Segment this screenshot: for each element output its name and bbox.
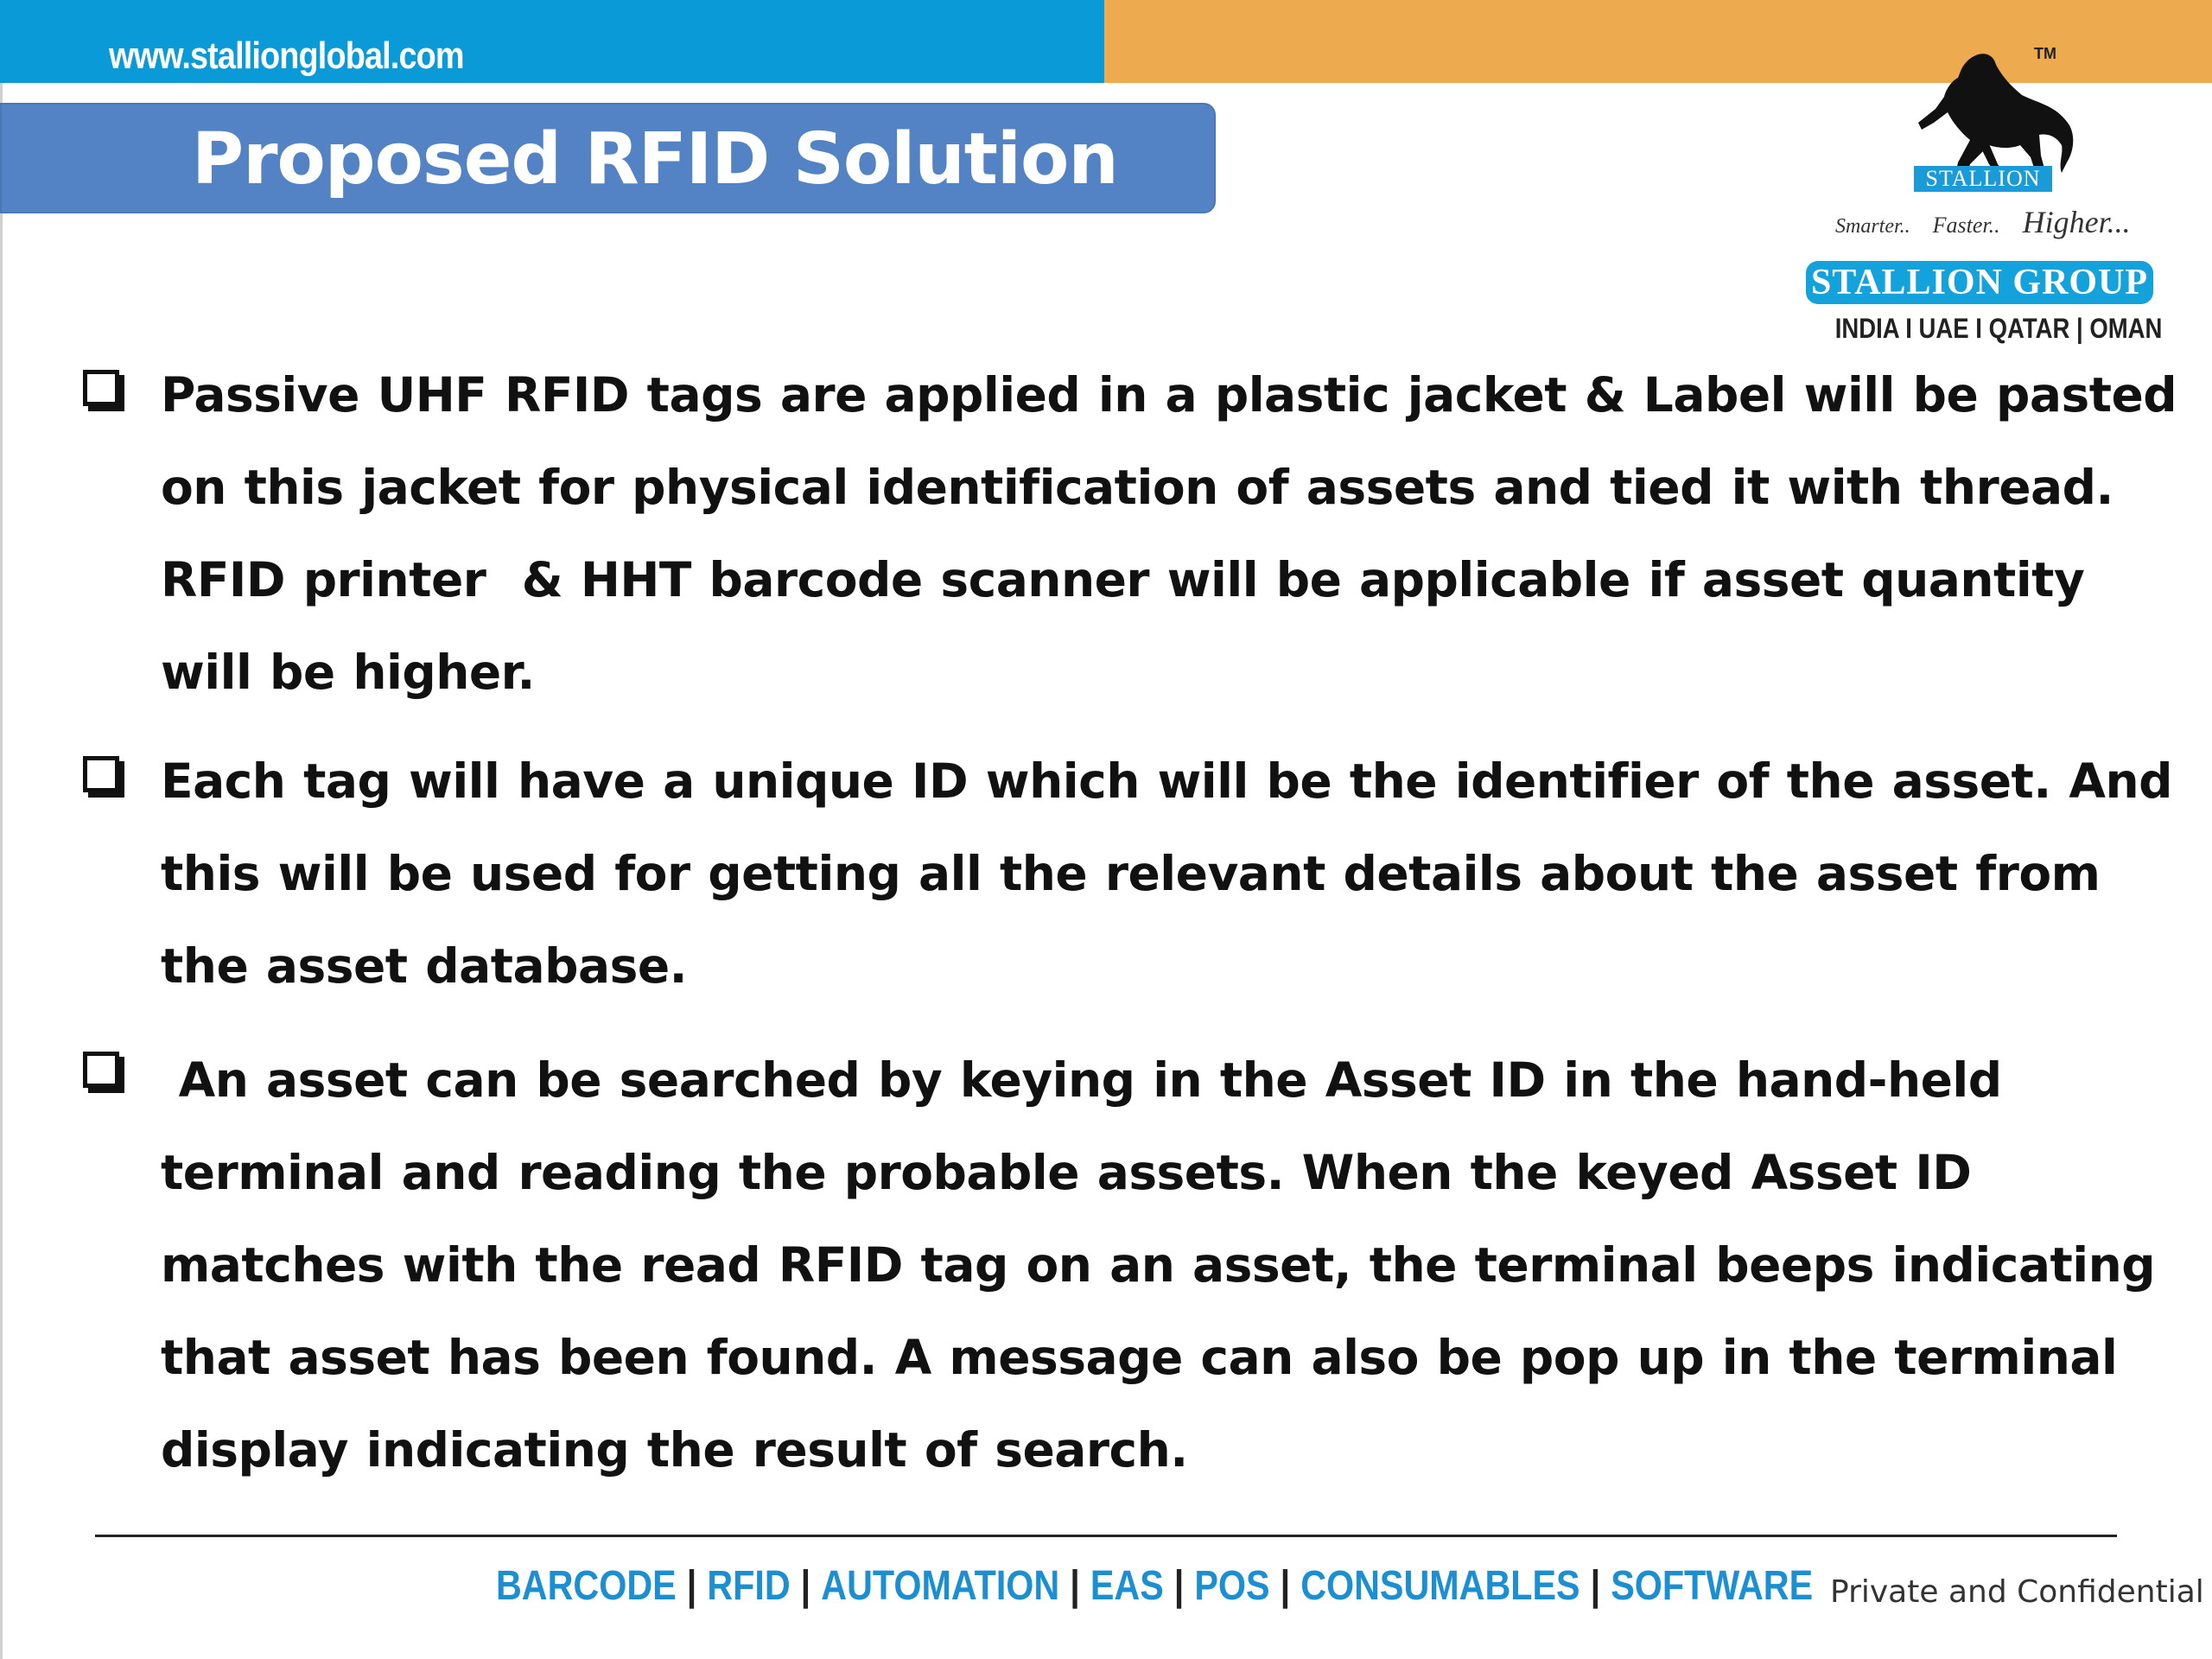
footer-link-eas[interactable]: EAS <box>1090 1563 1164 1609</box>
country-list: INDIA I UAE I QATAR | OMAN <box>1834 313 2163 344</box>
checkbox-icon <box>83 370 119 406</box>
footer-link-rfid[interactable]: RFID <box>707 1563 791 1609</box>
bullet-text <box>161 735 2172 1013</box>
brand-tagline <box>1835 204 2155 240</box>
bullet-text <box>161 1034 2156 1497</box>
tagline-higher: Higher... <box>2022 205 2131 239</box>
footer-separator: | <box>1173 1563 1185 1609</box>
bullet-line: Each tag will have a unique ID which will be the identifier of the asset. And <box>161 753 2172 809</box>
title-banner <box>0 103 1216 213</box>
bullet-line: RFID printer & HHT barcode scanner will be applicable if asset quantity <box>161 552 2085 607</box>
brand-name: STALLION <box>1914 166 2052 192</box>
footer-nav <box>496 1562 1813 1610</box>
footer-separator: | <box>1070 1563 1080 1609</box>
footer-separator: | <box>1590 1563 1601 1609</box>
checkbox-icon <box>83 756 119 792</box>
footer-separator: | <box>686 1563 697 1609</box>
page-title: Proposed RFID Solution <box>192 118 1118 200</box>
footer-link-pos[interactable]: POS <box>1194 1563 1270 1609</box>
bullet-line: An asset can be searched by keying in the Asset ID in the hand-held <box>161 1052 2002 1108</box>
confidential-notice: Private and Confidential <box>1830 1574 2204 1610</box>
bullet-line: display indicating the result of search. <box>161 1422 1188 1478</box>
tagline-faster: Faster.. <box>1932 213 2000 238</box>
checkbox-icon <box>83 1052 119 1088</box>
footer-divider <box>95 1535 2117 1537</box>
bullet-line: on this jacket for physical identification of assets and tied it with thread. <box>161 460 2113 515</box>
bullet-line: matches with the read RFID tag on an asset, the terminal beeps indicating <box>161 1237 2156 1293</box>
trademark-mark: TM <box>2034 45 2056 62</box>
footer-link-software[interactable]: SOFTWARE <box>1611 1563 1814 1609</box>
bullet-line: this will be used for getting all the relevant details about the asset from <box>161 846 2101 901</box>
bullet-line: will be higher. <box>161 645 535 700</box>
bullet-line: that asset has been found. A message can also be pop up in the terminal <box>161 1330 2118 1385</box>
bullet-text <box>161 349 2177 719</box>
slide-left-border <box>0 83 3 1659</box>
footer-link-consumables[interactable]: CONSUMABLES <box>1300 1563 1580 1609</box>
stallion-logo <box>1815 35 2177 354</box>
bullet-line: the asset database. <box>161 938 688 994</box>
footer-link-barcode[interactable]: BARCODE <box>496 1563 677 1609</box>
group-badge: STALLION GROUP <box>1806 261 2153 304</box>
footer-separator: | <box>800 1563 811 1609</box>
tagline-smarter: Smarter.. <box>1835 215 1910 238</box>
footer-link-automation[interactable]: AUTOMATION <box>821 1563 1060 1609</box>
bullet-line: terminal and reading the probable assets. When the keyed Asset ID <box>161 1145 1972 1200</box>
website-link[interactable]: www.stallionglobal.com <box>109 35 464 77</box>
footer-separator: | <box>1280 1563 1291 1609</box>
bullet-line: Passive UHF RFID tags are applied in a plastic jacket & Label will be pasted <box>161 367 2177 423</box>
